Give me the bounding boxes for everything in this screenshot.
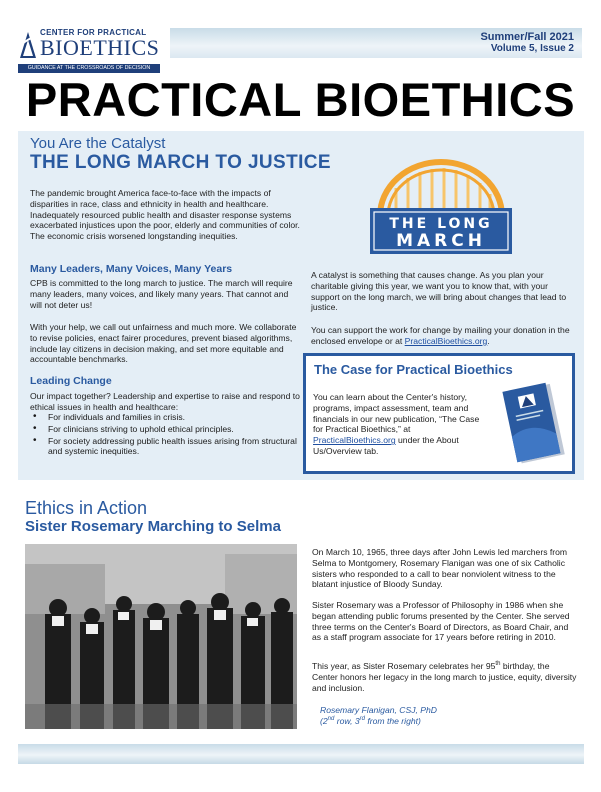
birthday-sup: th	[495, 661, 501, 668]
case-box-text	[313, 392, 489, 457]
paragraph-commitment: CPB is committed to the long march to justice. The march will require many leaders, many voices, and likely many years. That cannot and will not deter us!	[30, 278, 293, 310]
ethics-paragraph-2: Sister Rosemary was a Professor of Philosophy in 1986 when she began attending public forums presented by the Center. She served three terms on the Center's Board of Directors, as Board Chair, and as a staff program associate for 17 years before retiring in 2010.	[312, 600, 570, 643]
subhead-leading-change: Leading Change	[30, 375, 112, 387]
logo-top-text: CENTER FOR PRACTICAL	[40, 28, 147, 37]
caption-sup-1: nd	[327, 716, 335, 723]
selma-march-photo	[25, 544, 297, 729]
donation-link[interactable]: PracticalBioethics.org	[404, 335, 488, 346]
feature-intro: The pandemic brought America face-to-face with the impacts of disparities in race, class and ethnicity in health and healthcare. Inadequately resourced public health and disaster response systems exacerbated injustices upon the poor, elderly and communities of color. The economic crisis worsened longstanding inequities.	[30, 188, 300, 242]
support-end: .	[487, 335, 490, 346]
center-logo[interactable]	[18, 28, 164, 74]
publication-cover-image	[498, 380, 570, 470]
photo-caption-position	[320, 716, 421, 726]
logo-tagline: GUIDANCE AT THE CROSSROADS OF DECISION	[18, 64, 160, 73]
case-link[interactable]: PracticalBioethics.org	[313, 435, 396, 446]
feature-kicker: You Are the Catalyst	[30, 135, 166, 152]
caption-a: (2	[320, 716, 328, 726]
footer-band	[18, 744, 584, 764]
long-march-logo	[366, 150, 516, 256]
case-text-before: You can learn about the Center's history, programs, impact assessment, team and financials in our new publication, “The Case for Practical Bioethics,” at	[313, 392, 480, 435]
ethics-section-title: Ethics in Action	[25, 498, 148, 518]
caption-b: row, 3	[334, 716, 360, 726]
logo-main-text: BIOETHICS	[40, 35, 160, 60]
feature-headline: THE LONG MARCH TO JUSTICE	[30, 152, 331, 173]
masthead-title: PRACTICAL BIOETHICS	[25, 73, 576, 126]
paragraph-collaborate: With your help, we call out unfairness and much more. We collaborate to revise policies, enact fairer procedures, prevent biased algorithms, include lay citizens in decision making, and set more equitable and accountable benchmarks.	[30, 322, 297, 365]
caption-c: from the right)	[365, 716, 421, 726]
birthday-text-a: This year, as Sister Rosemary celebrates her 95	[312, 661, 496, 671]
list-item: • For individuals and families in crisis.	[30, 412, 302, 423]
list-item: • For society addressing public health issues arising from structural and systemic inequities.	[30, 436, 302, 458]
ethics-section-subtitle: Sister Rosemary Marching to Selma	[25, 518, 281, 535]
support-paragraph	[311, 325, 573, 347]
case-text-after: under the About Us/Overview tab.	[313, 435, 459, 456]
logo-mark-icon	[18, 30, 38, 60]
ethics-paragraph-3	[312, 661, 577, 693]
birthday-text-b: birthday, the Center honors her legacy in the long march to justice, equity, diversity and inclusion.	[312, 661, 577, 693]
logo-line-1: THE LONG	[389, 216, 493, 232]
logo-line-2: MARCH	[396, 231, 486, 251]
photo-caption-name: Rosemary Flanigan, CSJ, PhD	[320, 705, 438, 715]
paragraph-impact: Our impact together? Leadership and expertise to raise and respond to ethical issues in health and healthcare:	[30, 391, 300, 412]
catalyst-paragraph: A catalyst is something that causes change. As you plan your charitable giving this year, we want you to know that, with your support on the long march, we will bring about changes that lead to justice.	[311, 270, 567, 313]
subhead-many-leaders: Many Leaders, Many Voices, Many Years	[30, 263, 233, 275]
case-box-title: The Case for Practical Bioethics	[314, 362, 513, 377]
issue-date: Summer/Fall 2021	[480, 31, 574, 43]
list-item: • For clinicians striving to uphold ethical principles.	[30, 424, 302, 435]
caption-sup-2: rd	[359, 716, 366, 723]
support-text: You can support the work for change by mailing your donation in the enclosed envelope or at	[311, 325, 570, 346]
ethics-paragraph-1: On March 10, 1965, three days after John Lewis led marchers from Selma to Montgomery, Rosemary Flanigan was one of six Catholic sisters who responded to a call to bear nonviolent witness to the blatant injustice of Bloody Sunday.	[312, 547, 568, 590]
impact-list	[30, 412, 302, 458]
issue-volume: Volume 5, Issue 2	[490, 43, 574, 54]
